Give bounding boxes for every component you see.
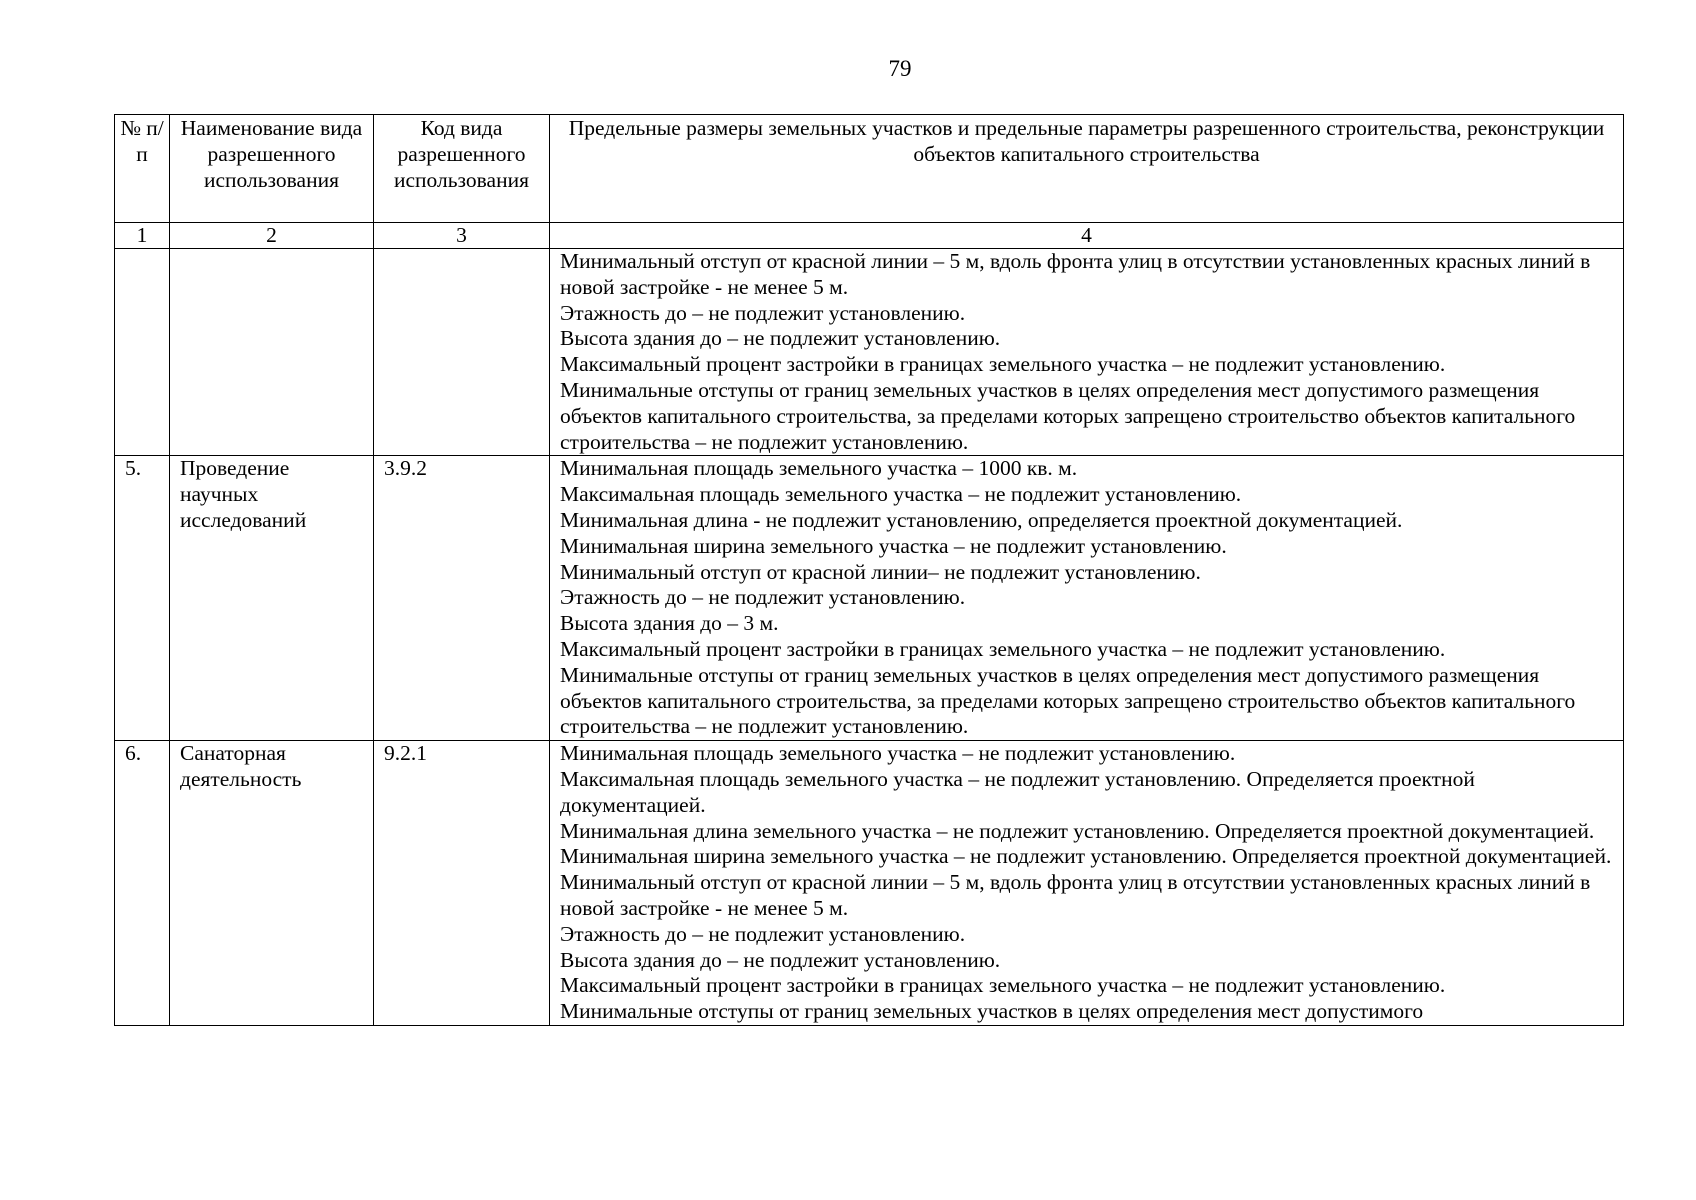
row-parameters: [550, 741, 1624, 1026]
table-row: [115, 741, 1624, 1026]
table-row: [115, 456, 1624, 741]
parameter-line: Минимальный отступ от красной линии – 5 м, вдоль фронта улиц в отсутствии установленных красных линий в новой застройке - не менее 5 м.: [560, 249, 1591, 299]
row-use-code: 3.9.2: [374, 456, 550, 741]
parameter-line: Минимальная ширина земельного участка – не подлежит установлению.: [560, 533, 1227, 558]
parameter-line: Этажность до – не подлежит установлению.: [560, 300, 966, 325]
parameter-line: Этажность до – не подлежит установлению.: [560, 585, 966, 610]
header-use-name: Наименование вида разрешенного использования: [170, 115, 374, 223]
parameter-line: Высота здания до – не подлежит установлению.: [560, 326, 1001, 351]
header-number: № п/п: [115, 115, 170, 223]
row-parameters: [550, 456, 1624, 741]
row-use-name: [170, 249, 374, 456]
parameter-line: Минимальные отступы от границ земельных участков в целях определения мест допустимого: [560, 999, 1424, 1024]
row-use-code: [374, 249, 550, 456]
column-number: 1: [115, 223, 170, 249]
parameter-line: Максимальная площадь земельного участка – не подлежит установлению.: [560, 482, 1242, 507]
row-use-name: Санаторная деятельность: [170, 741, 374, 1026]
parameter-line: Минимальная площадь земельного участка – 1000 кв. м.: [560, 456, 1078, 481]
header-parameters: Предельные размеры земельных участков и предельные параметры разрешенного строительства, реконструкции объектов капитального строительства: [550, 115, 1624, 223]
parameter-line: Минимальный отступ от красной линии– не подлежит установлению.: [560, 559, 1201, 584]
table-header-row: [115, 115, 1624, 223]
column-number: 2: [170, 223, 374, 249]
column-number: 4: [550, 223, 1624, 249]
table-row: [115, 249, 1624, 456]
parameter-line: Высота здания до – 3 м.: [560, 611, 779, 636]
parameter-line: Этажность до – не подлежит установлению.: [560, 921, 966, 946]
parameter-line: Минимальный отступ от красной линии – 5 м, вдоль фронта улиц в отсутствии установленных красных линий в новой застройке - не менее 5 м.: [560, 870, 1591, 920]
row-number: 6.: [115, 741, 170, 1026]
parameter-line: Минимальная длина - не подлежит установлению, определяется проектной документацией.: [560, 507, 1403, 532]
parameter-line: Минимальная площадь земельного участка – не подлежит установлению.: [560, 741, 1236, 766]
parameter-line: Минимальная ширина земельного участка – не подлежит установлению. Определяется проектной документацией.: [560, 844, 1612, 869]
parameter-line: Максимальный процент застройки в границах земельного участка – не подлежит установлению.: [560, 973, 1446, 998]
column-number: 3: [374, 223, 550, 249]
parameter-line: Максимальная площадь земельного участка – не подлежит установлению. Определяется проектной документацией.: [560, 766, 1475, 817]
land-use-parameters-table: [114, 114, 1624, 1026]
parameter-line: Максимальный процент застройки в границах земельного участка – не подлежит установлению.: [560, 636, 1446, 661]
parameter-line: Максимальный процент застройки в границах земельного участка – не подлежит установлению.: [560, 352, 1446, 377]
row-number: 5.: [115, 456, 170, 741]
parameter-line: Высота здания до – не подлежит установлению.: [560, 947, 1001, 972]
parameter-line: Минимальная длина земельного участка – не подлежит установлению. Определяется проектной документацией.: [560, 818, 1595, 843]
table-body: [115, 249, 1624, 1026]
parameter-line: Минимальные отступы от границ земельных участков в целях определения мест допустимого размещения объектов капитального строительства, за пределами которых запрещено строительство объектов капитального строительства – не подлежит установлению.: [560, 662, 1576, 739]
page-number: 79: [888, 56, 912, 81]
column-number-row: [115, 223, 1624, 249]
row-number: [115, 249, 170, 456]
header-use-code: Код вида разрешенного использования: [374, 115, 550, 223]
row-use-code: 9.2.1: [374, 741, 550, 1026]
row-use-name: Проведение научных исследований: [170, 456, 374, 741]
parameter-line: Минимальные отступы от границ земельных участков в целях определения мест допустимого размещения объектов капитального строительства, за пределами которых запрещено строительство объектов капитального строительства – не подлежит установлению.: [560, 377, 1576, 454]
row-parameters: [550, 249, 1624, 456]
